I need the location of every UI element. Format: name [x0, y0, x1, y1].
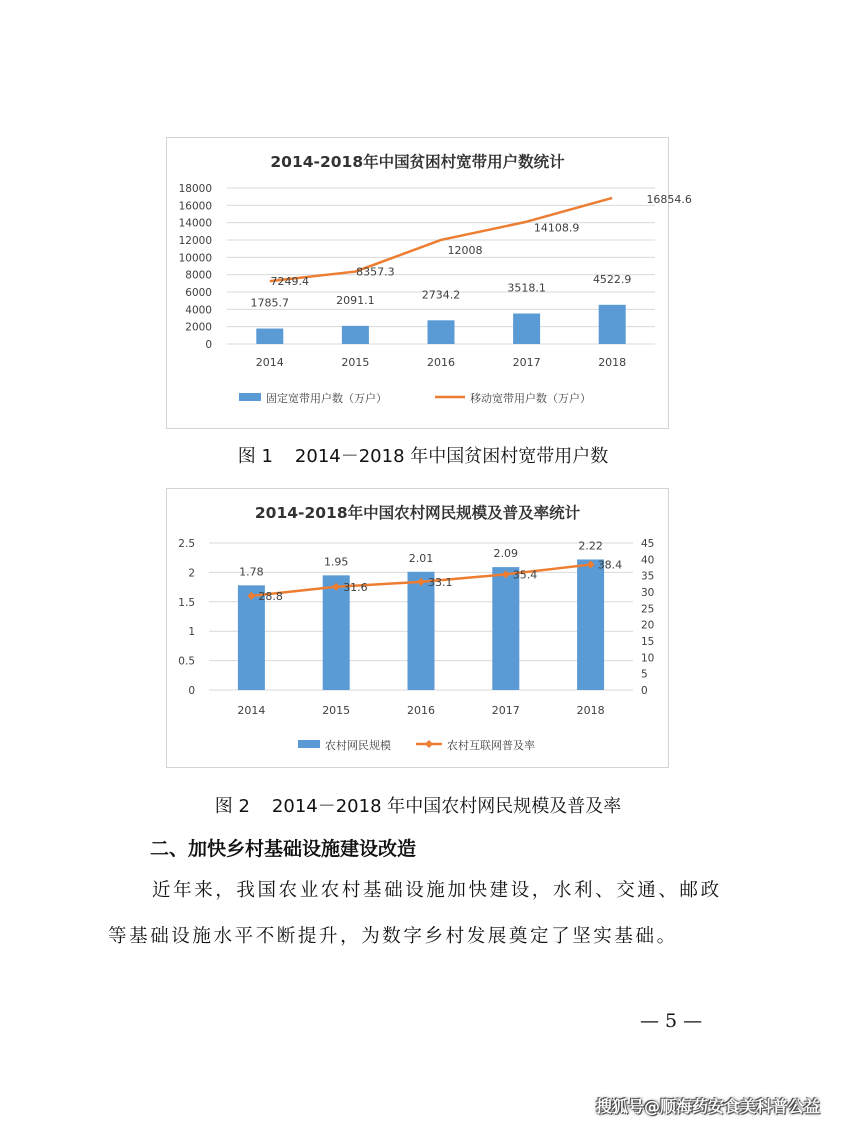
chart-1-legend-line: 移动宽带用户数（万户） — [470, 392, 591, 405]
chart-poor-village-broadband — [166, 137, 692, 429]
chart-2-bar-label: 2.22 — [578, 539, 603, 553]
chart-2-bar-label: 1.95 — [323, 555, 349, 569]
chart-2-bar — [408, 572, 435, 690]
chart-1-line-label: 12008 — [447, 243, 483, 257]
chart-1-xtick: 2017 — [512, 356, 541, 369]
chart-1-line-label: 16854.6 — [646, 192, 692, 206]
chart-2-legend-swatch-marker — [425, 740, 433, 748]
chart-2-line-label: 28.8 — [258, 589, 283, 603]
chart-rural-netizens — [166, 488, 669, 768]
chart-1-xtick: 2014 — [255, 356, 284, 369]
chart-1-line-label: 7249.4 — [270, 275, 310, 289]
chart-2-ytick: 2.5 — [178, 538, 195, 550]
figure-1-text: 2014－2018 年中国贫困村宽带用户数 — [294, 446, 609, 467]
chart-1-xtick: 2018 — [598, 356, 627, 369]
chart-2-y2tick: 30 — [641, 587, 655, 599]
chart-2-bar-label: 2.01 — [408, 551, 434, 565]
chart-2-ytick: 1 — [188, 626, 195, 639]
chart-2-legend-line: 农村互联网普及率 — [447, 739, 535, 752]
chart-1-bar-label: 4522.9 — [592, 272, 632, 286]
chart-1-line-label: 8357.3 — [356, 265, 395, 279]
chart-1-ytick: 10000 — [178, 252, 212, 265]
chart-2-legend-bar: 农村网民规模 — [325, 739, 391, 752]
chart-2-ytick: 0.5 — [178, 655, 195, 668]
chart-1-bar — [256, 329, 283, 344]
chart-1-bar — [428, 320, 455, 344]
chart-2-ytick: 2 — [188, 567, 195, 580]
chart-1-bar — [513, 314, 540, 344]
chart-2-y2tick: 10 — [641, 652, 655, 665]
chart-2-bar — [492, 567, 519, 690]
chart-2-bar-label: 2.09 — [493, 547, 519, 561]
chart-2-line-label: 35.4 — [512, 568, 538, 582]
figure-1-number: 图 1 — [237, 446, 273, 467]
chart-1-bar-label: 2734.2 — [421, 288, 461, 302]
chart-2-xtick: 2017 — [491, 704, 520, 717]
chart-1-ytick: 18000 — [178, 183, 212, 195]
chart-2-line-label: 38.4 — [597, 558, 623, 572]
chart-2-xtick: 2015 — [322, 704, 351, 717]
chart-1-ytick: 16000 — [178, 200, 212, 213]
chart-2-bar-label: 1.78 — [239, 565, 264, 579]
chart-1-line-label: 14108.9 — [533, 221, 580, 235]
chart-2-y2tick: 35 — [641, 570, 655, 583]
chart-2-legend-swatch-bar — [298, 740, 320, 748]
chart-2-title: 2014-2018年中国农村网民规模及普及率统计 — [254, 504, 581, 522]
chart-1-xtick: 2016 — [427, 356, 455, 369]
chart-2-y2tick: 25 — [641, 603, 655, 616]
chart-1-ytick: 14000 — [178, 217, 212, 230]
chart-2-xtick: 2016 — [407, 704, 435, 717]
figure-2-caption — [0, 792, 836, 818]
chart-2-svg — [167, 489, 668, 767]
chart-2-y2tick: 0 — [641, 685, 648, 697]
section-heading: 二、加快乡村基础设施建设改造 — [150, 838, 417, 860]
chart-2-bar — [577, 559, 604, 690]
chart-1-bar — [599, 305, 626, 344]
chart-2-xtick: 2018 — [576, 704, 605, 717]
chart-1-ytick: 8000 — [185, 269, 212, 282]
watermark: 搜狐号@顺海药安食美科普公益 — [595, 1097, 820, 1116]
chart-1-ytick: 4000 — [185, 304, 212, 317]
chart-1-title: 2014-2018年中国贫困村宽带用户数统计 — [270, 153, 565, 171]
chart-2-y2tick: 40 — [641, 554, 655, 567]
chart-1-ytick: 12000 — [178, 235, 212, 247]
chart-2-line-label: 31.6 — [343, 580, 368, 594]
chart-1-bar-label: 3518.1 — [507, 281, 546, 295]
chart-1-ytick: 6000 — [185, 287, 212, 299]
chart-2-line-label: 33.1 — [428, 575, 453, 589]
chart-1-ytick: 0 — [205, 339, 212, 351]
chart-1-svg — [167, 138, 692, 428]
body-paragraph: 近年来，我国农业农村基础设施加快建设，水利、交通、邮政等基础设施水平不断提升，为数字乡村发展奠定了坚实基础。 — [108, 880, 722, 947]
chart-1-legend-swatch-bar — [239, 393, 261, 401]
chart-2-ytick: 0 — [188, 685, 195, 697]
chart-1-bar-label: 2091.1 — [336, 293, 375, 307]
chart-2-y2tick: 5 — [641, 668, 648, 681]
chart-1-xtick: 2015 — [341, 356, 370, 369]
chart-2-y2tick: 20 — [641, 619, 655, 632]
chart-1-legend-bar: 固定宽带用户数（万户） — [266, 392, 387, 405]
chart-2-y2tick: 45 — [641, 538, 655, 550]
figure-1-caption — [5, 442, 841, 468]
chart-2-y2tick: 15 — [641, 636, 655, 648]
chart-1-bar — [342, 326, 369, 344]
figure-2-number: 图 2 — [214, 796, 250, 817]
chart-1-ytick: 2000 — [185, 321, 212, 334]
figure-2-text: 2014－2018 年中国农村网民规模及普及率 — [271, 796, 622, 817]
chart-2-ytick: 1.5 — [178, 596, 195, 609]
chart-1-bar-label: 1785.7 — [250, 296, 290, 310]
chart-2-xtick: 2014 — [237, 704, 266, 717]
page-number: — 5 — — [640, 1010, 703, 1032]
